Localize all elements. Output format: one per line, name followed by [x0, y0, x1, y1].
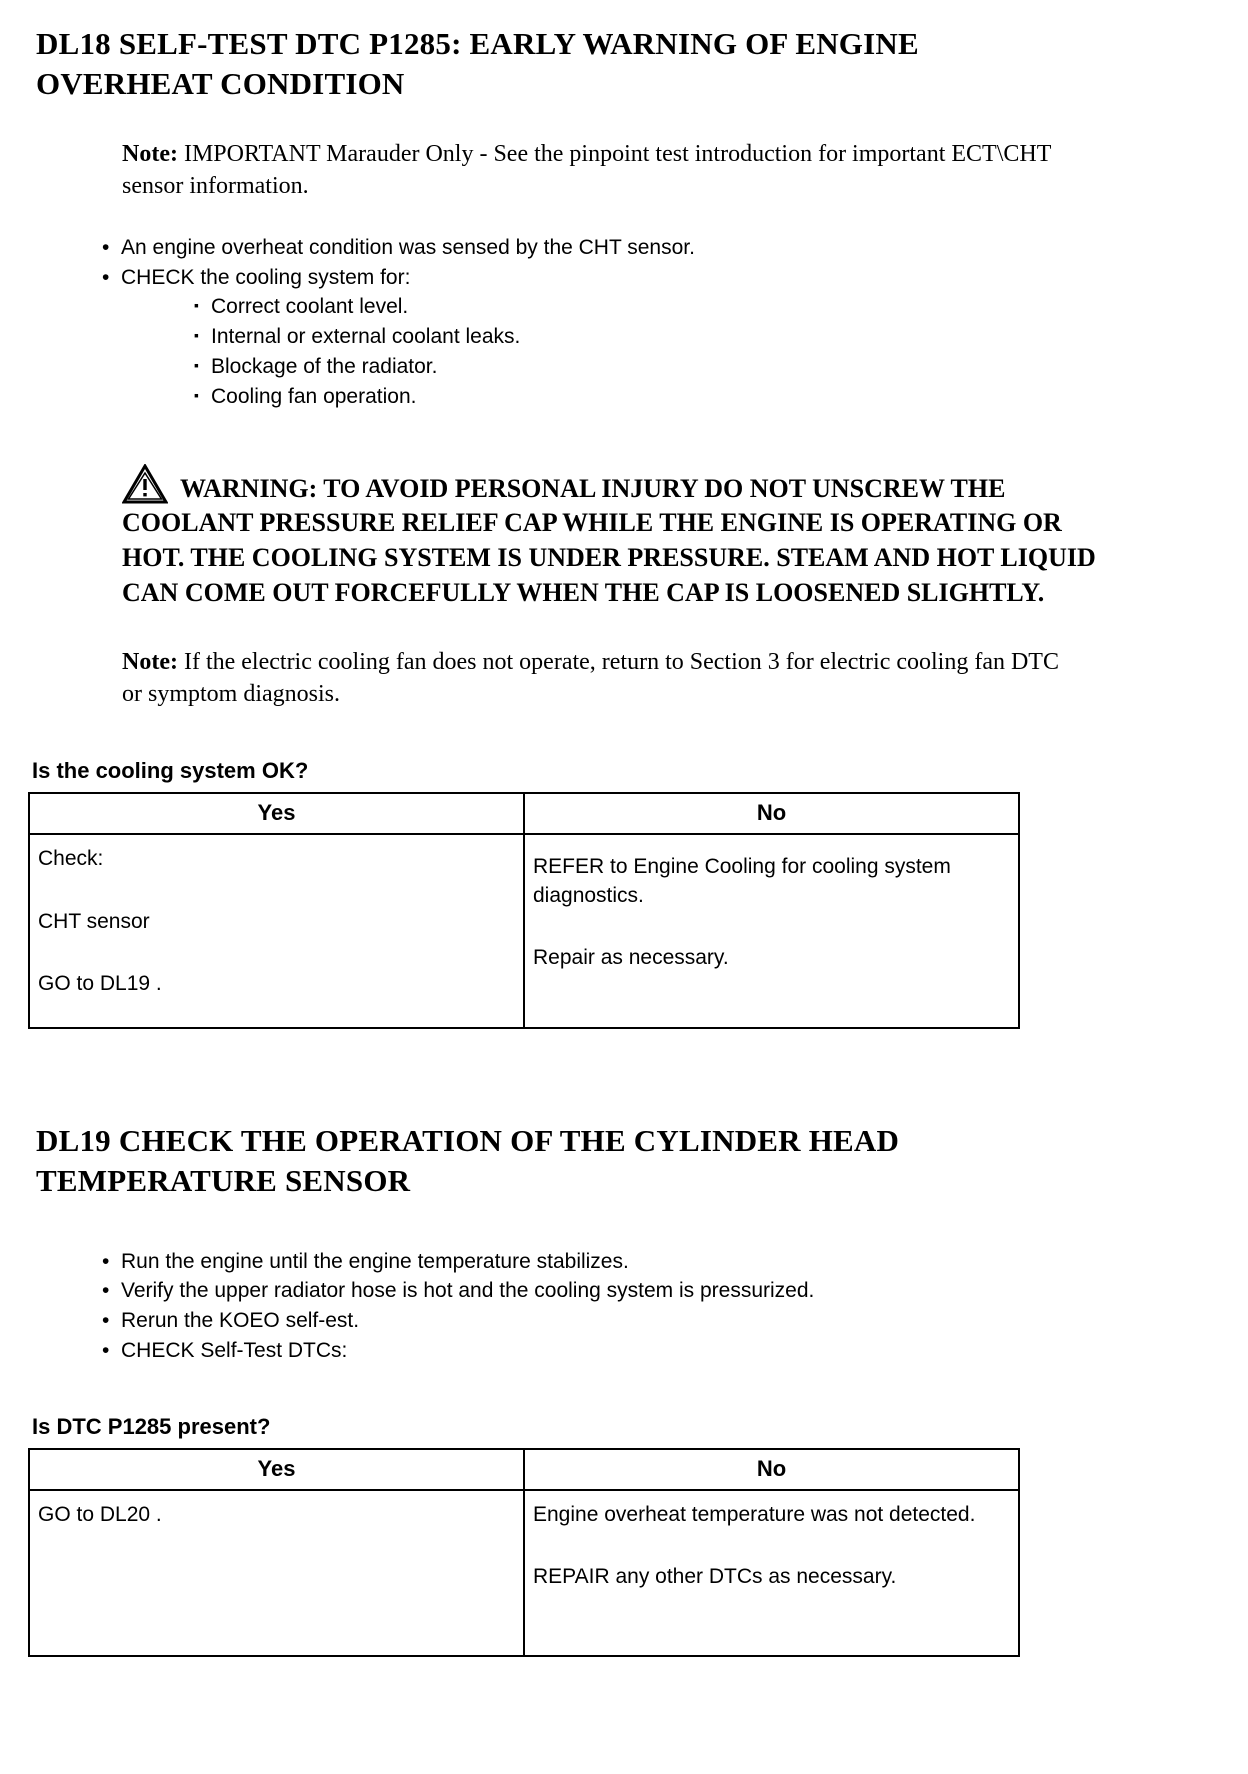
warning-triangle-icon [122, 464, 168, 504]
note-text: IMPORTANT Marauder Only - See the pinpoint test introduction for important ECT\CHT sensor information. [122, 141, 1051, 200]
table-row [29, 1490, 1019, 1656]
no-cell-line: REPAIR any other DTCs as necessary. [533, 1565, 897, 1589]
list-item-text: Rerun the KOEO self-est. [121, 1309, 360, 1333]
section-dl18-title: DL18 SELF-TEST DTC P1285: EARLY WARNING OF ENGINE OVERHEAT CONDITION [36, 26, 919, 101]
no-cell [524, 1490, 1019, 1656]
no-cell [524, 834, 1019, 1028]
note-marauder [122, 139, 1082, 202]
yes-column-header: Yes [29, 1449, 524, 1490]
note-text: If the electric cooling fan does not operate, return to Section 3 for electric cooling fan DTC or symptom diagnosis. [122, 648, 1059, 707]
list-item-text: Run the engine until the engine temperature stabilizes. [121, 1249, 629, 1273]
decision-table-dl18 [28, 792, 1020, 1029]
bullet-marker-icon: • [102, 265, 110, 289]
dl19-bullet-list [102, 1247, 1208, 1366]
yes-cell-line: GO to DL19 . [38, 971, 162, 995]
note-label: Note: [122, 648, 178, 675]
table-row [29, 834, 1019, 1028]
bullet-marker-icon: • [102, 1309, 110, 1333]
section-dl19 [32, 1121, 1208, 1657]
sub-list-item [194, 292, 1208, 322]
list-item [102, 263, 1208, 293]
list-item-text: Verify the upper radiator hose is hot and the cooling system is pressurized. [121, 1279, 815, 1303]
table-header-row [29, 793, 1019, 834]
no-cell-line: Engine overheat temperature was not detected. [533, 1502, 976, 1526]
square-bullet-marker-icon: ▪ [194, 327, 199, 344]
dl18-bullet-list [102, 233, 1208, 412]
section-dl18 [32, 24, 1208, 1029]
list-item [102, 1306, 1208, 1336]
list-item [102, 1247, 1208, 1277]
sub-list-item-text: Cooling fan operation. [211, 384, 417, 408]
table-header-row [29, 1449, 1019, 1490]
yes-cell [29, 1490, 524, 1656]
bullet-marker-icon: • [102, 1249, 110, 1273]
warning-text: TO AVOID PERSONAL INJURY DO NOT UNSCREW THE COOLANT PRESSURE RELIEF CAP WHILE THE ENGINE IS OPERATING OR HOT. THE COOLING SYSTEM IS UNDER PRESSURE. STEAM AND HOT LIQUID CAN COME OUT FORCEFULLY WHEN THE CAP IS LOOSENED SLIGHTLY. [122, 473, 1096, 608]
yes-cell-line: Check: [38, 847, 104, 871]
no-cell-line: Repair as necessary. [533, 945, 729, 969]
square-bullet-marker-icon: ▪ [194, 386, 199, 403]
bullet-marker-icon: • [102, 1279, 110, 1303]
sub-list-item-text: Correct coolant level. [211, 295, 409, 319]
warning-label: WARNING: [180, 473, 318, 503]
sub-list-item-text: Blockage of the radiator. [211, 354, 438, 378]
no-cell-line: REFER to Engine Cooling for cooling system diagnostics. [533, 855, 951, 907]
list-item [102, 1276, 1208, 1306]
bullet-marker-icon: • [102, 235, 110, 259]
list-item [102, 233, 1208, 263]
square-bullet-marker-icon: ▪ [194, 356, 199, 373]
decision-table-dl19 [28, 1448, 1020, 1657]
no-column-header: No [524, 793, 1019, 834]
yes-cell [29, 834, 524, 1028]
yes-cell-line: GO to DL20 . [38, 1502, 162, 1526]
square-bullet-marker-icon: ▪ [194, 297, 199, 314]
sub-list-item [194, 382, 1208, 412]
list-item-text: CHECK Self-Test DTCs: [121, 1339, 348, 1362]
sub-list-item [194, 322, 1208, 352]
list-item-text: An engine overheat condition was sensed by the CHT sensor. [121, 235, 695, 259]
question-dtc-present: Is DTC P1285 present? [32, 1413, 271, 1439]
yes-cell-line: CHT sensor [38, 909, 150, 933]
section-dl19-title: DL19 CHECK THE OPERATION OF THE CYLINDER HEAD TEMPERATURE SENSOR [36, 1123, 900, 1198]
warning-block [122, 464, 1122, 611]
question-cooling-system: Is the cooling system OK? [32, 758, 309, 784]
list-item-text: CHECK the cooling system for: [121, 265, 411, 289]
bullet-marker-icon: • [102, 1339, 110, 1362]
note-label: Note: [122, 141, 178, 168]
list-item [102, 1336, 1208, 1366]
sub-list-item [194, 352, 1208, 382]
note-cooling-fan [122, 647, 1082, 710]
no-column-header: No [524, 1449, 1019, 1490]
yes-column-header: Yes [29, 793, 524, 834]
sub-list-item-text: Internal or external coolant leaks. [211, 325, 521, 349]
